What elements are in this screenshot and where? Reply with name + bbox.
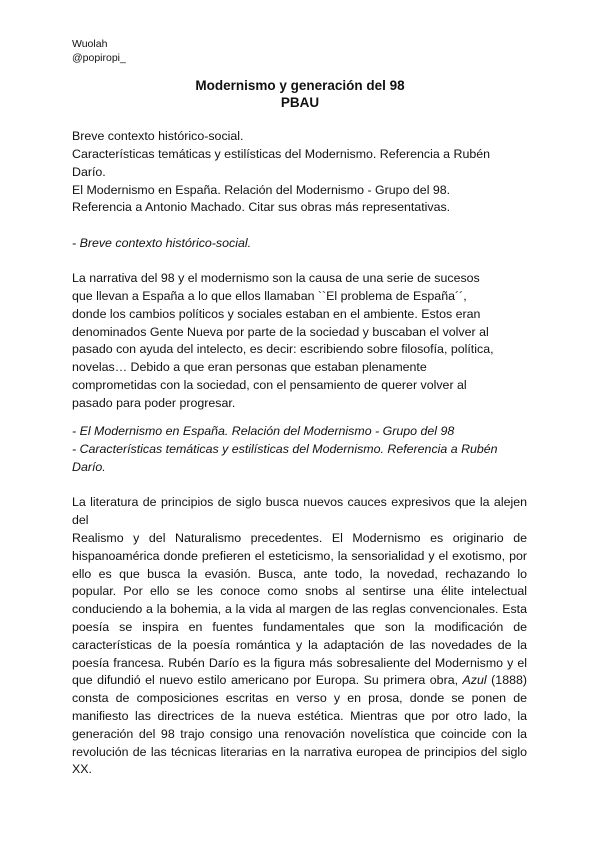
body-text: (1888) consta de composiciones escritas en verso y en prosa, donde se ponen de manifiesto las directrices de la nueva estética. Mientras que por otro lado, la generación del 98 trajo consigo una renovación novelística que coincide con la revolución de las técnicas literarias en la narrativa europea de principios del siglo XX. — [72, 673, 527, 777]
paragraph-line: pasado para poder progresar. — [72, 396, 236, 410]
work-title: Azul — [462, 673, 487, 688]
paragraph-line: que llevan a España a lo que ellos llamaban ``El problema de España´´, — [72, 289, 467, 303]
document-subtitle: PBAU — [280, 95, 320, 110]
index-item: Referencia a Antonio Machado. Citar sus obras más representativas. — [72, 200, 451, 214]
user-handle: @popiropi_ — [72, 52, 126, 64]
index-item: Breve contexto histórico-social. — [72, 129, 244, 143]
paragraph-line: novelas… Debido a que eran personas que estaban plenamente — [72, 360, 427, 374]
index-item: Características temáticas y estilísticas del Modernismo. Referencia a Rubén — [72, 147, 491, 161]
index-item: Darío. — [72, 165, 106, 179]
section-heading: - Características temáticas y estilísticas del Modernismo. Referencia a Rubén — [72, 442, 498, 456]
section-heading: - El Modernismo en España. Relación del Modernismo - Grupo del 98 — [72, 424, 455, 438]
section-heading: - Breve contexto histórico-social. — [72, 236, 252, 250]
index-item: El Modernismo en España. Relación del Modernismo - Grupo del 98. — [72, 183, 451, 197]
paragraph-line: La narrativa del 98 y el modernismo son la causa de una serie de sucesos — [72, 271, 480, 285]
site-name: Wuolah — [72, 38, 108, 50]
paragraph-line: comprometidas con la sociedad, con el pensamiento de querer volver al — [72, 378, 467, 392]
document-title: Modernismo y generación del 98 — [195, 78, 405, 93]
paragraph-intro: La literatura de principios de siglo busca nuevos cauces expresivos que la alejen del — [72, 495, 527, 527]
paragraph-body — [72, 530, 527, 779]
paragraph-line: denominados Gente Nueva por parte de la sociedad y buscaban el volver al — [72, 325, 489, 339]
section-heading: Darío. — [72, 460, 106, 474]
paragraph-line: donde los cambios políticos y sociales estaban en el ambiente. Estos eran — [72, 307, 481, 321]
body-text: Realismo y del Naturalismo precedentes. El Modernismo es originario de hispanoamérica donde prefieren el esteticismo, la sensorialidad y el exotismo, por ello es que busca la evasión. Busca, ante todo, la novedad, rechazando lo popular. Por ello se les conoce como snobs al sentirse una élite intelectual conduciendo a la bohemia, a la vida al margen de las reglas convencionales. Esta poesía se inspira en fuentes fundamentales que son la modificación de características de la poesía romántica y la adaptación de las novedades de la poesía francesa. Rubén Darío es la figura más sobresaliente del Modernismo y el que difundió el nuevo estilo americano por Europa. Su primera obra, — [72, 531, 527, 688]
paragraph-line: pasado con ayuda del intelecto, es decir: escribiendo sobre filosofía, política, — [72, 342, 494, 356]
